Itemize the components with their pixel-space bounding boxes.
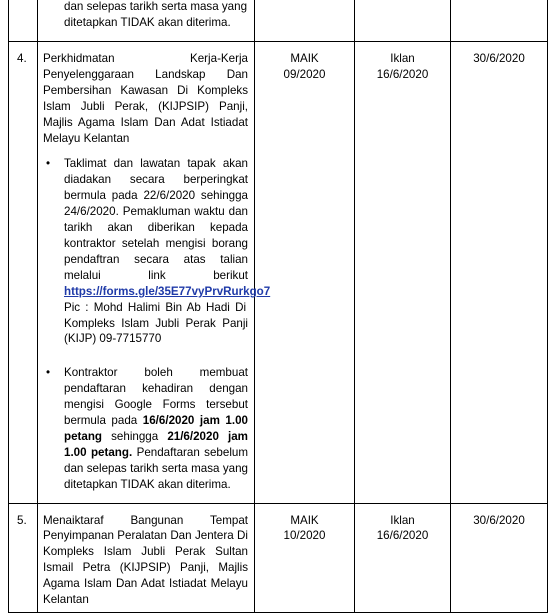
bullet-bold-text: 16/6/2020 jam 1.00 petang: [64, 414, 248, 443]
advert-line: Iklan: [390, 513, 415, 527]
cell-closing: 30/6/2020: [451, 503, 548, 612]
bullet-text: Pendaftaran sebelum dan selepas tarikh serta masa yang ditetapkan TIDAK akan diterima.: [64, 445, 249, 491]
table-row-continued: [9, 0, 548, 42]
bullet-icon: •: [46, 366, 51, 380]
ref-line: 10/2020: [283, 529, 326, 543]
list-item: [43, 156, 271, 347]
project-title: Menaiktaraf Bangunan Tempat Penyimpanan Peralatan Dan Jentera Di Kompleks Islam Jubli Perak Sultan Ismail Petra (KIJPSIP) Panji, Majlis Agama Islam Dan Adat Istiadat Melayu Kelantan: [43, 513, 248, 607]
ref-line: MAIK: [290, 52, 319, 65]
cell-ref: [255, 503, 355, 612]
row-number: 5.: [9, 503, 38, 612]
continued-text-line: dan selepas tarikh serta masa yang: [64, 0, 248, 13]
row-number: 4.: [9, 42, 38, 504]
advert-line: Iklan: [390, 52, 415, 65]
cell-closing: 30/6/2020: [451, 42, 548, 504]
cell-description: [38, 42, 271, 504]
bullet-text: Pic : Mohd Halimi Bin Ab Hadi Di Kompleks Islam Jubli Perak Panji (KIJP) 09-7715770: [64, 300, 248, 346]
registration-link[interactable]: https://forms.gle/35E77vyPrvRurkgo7: [64, 284, 271, 298]
cell-advert: [355, 503, 451, 612]
cell-description: [38, 0, 255, 42]
cell-closing: [451, 0, 548, 42]
cell-ref: [255, 0, 355, 42]
table-row: [9, 42, 548, 504]
ref-line: MAIK: [290, 513, 319, 527]
cell-advert: [355, 42, 451, 504]
project-title: Perkhidmatan Kerja-Kerja Penyelenggaraan Landskap Dan Pembersihan Kawasan Di Kompleks Islam Jubli Perak, (KIJPSIP) Panji, Majlis Agama Islam Dan Adat Istiadat Melayu Kelantan: [43, 52, 248, 145]
bullet-list: [43, 156, 271, 492]
bullet-text: sehingga: [102, 429, 168, 443]
cell-description: [38, 503, 255, 612]
cell-advert: [355, 0, 451, 42]
advert-line: 16/6/2020: [376, 67, 429, 81]
tender-table: [8, 0, 548, 613]
cell-ref: [255, 42, 355, 504]
list-item: [43, 365, 248, 492]
table-row: [9, 503, 548, 612]
bullet-bold-text: 21/6/2020 jam 1.00 petang.: [64, 429, 248, 459]
cell-no: [9, 0, 38, 42]
bullet-text: Kontraktor boleh membuat pendaftaran kehadiran dengan mengisi Google Forms tersebut bermula pada: [64, 366, 248, 428]
bullet-text: Taklimat dan lawatan tapak akan diadakan secara berperingkat bermula pada 22/6/2020 sehingga 24/6/2020. Pemakluman waktu dan tarikh akan diberikan kepada kontraktor setelah mengisi borang pendaftran secara atas talian melalui link berikut: [64, 157, 248, 282]
ref-line: 09/2020: [283, 67, 326, 81]
advert-line: 16/6/2020: [376, 529, 429, 543]
bullet-icon: •: [46, 157, 51, 171]
continued-text-line: ditetapkan TIDAK akan diterima.: [64, 15, 231, 29]
